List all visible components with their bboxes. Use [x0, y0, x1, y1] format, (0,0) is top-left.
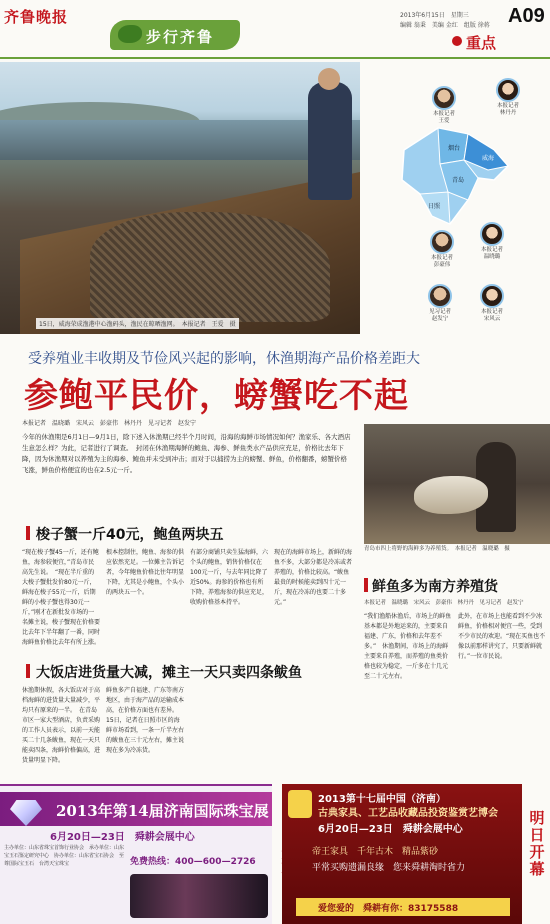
section-dot-icon	[452, 36, 462, 46]
story-subhead: 受养殖业丰收期及节俭风兴起的影响，休渔期海产品价格差距大	[28, 351, 420, 367]
masthead	[0, 0, 550, 58]
body-column: “我们渔船休渔后，市场上的鲜鱼基本都是外地运来的，主要来自福建、广东，价格和去年差不多。” 休渔期间，市场上的海鲜主要来自养殖，而养殖的鱼类价格也较为稳定，一斤多在十几元至二十元左右。	[364, 613, 452, 680]
shandong-map	[398, 120, 510, 230]
story-headline: 参鲍平民价，螃蟹吃不起	[24, 376, 409, 416]
ad-organizers: 主办单位：山东省珠宝首饰行业协会 承办单位：山东宝玉石鉴定研究中心 协办单位：山东省宝石协会 至尊国际宝玉石 台湾天宝珠宝	[4, 845, 125, 867]
reporter-map-panel	[362, 62, 550, 342]
story-byline: 本报记者 温晓璐 宋风云 彭豪伟 林丹丹 见习记者 赵发宁	[22, 420, 197, 427]
reporter-card	[488, 78, 528, 117]
reporter-photo	[430, 230, 454, 254]
body-column: 有部分商铺只卖生猛海鲜，六个头的鲍鱼，销售价格仅在100元一斤，与去年同比降了近50%。海参的价格也有所下降，养殖海参的供应充足，收购价格基本持平。	[190, 549, 269, 606]
map-label-rizhao: 日照	[428, 203, 441, 210]
section-tag: 重点	[466, 34, 497, 52]
jewelry-photo	[130, 874, 268, 918]
ad-highlights: 帝王家具 千年古木 精品紫砂	[312, 847, 439, 857]
reporter-name: 林丹丹	[499, 110, 517, 116]
ad-hotline: 免费热线：400—600—2726	[130, 857, 256, 867]
reporter-role: 本报记者	[496, 103, 519, 109]
reporter-photo	[432, 86, 456, 110]
reporter-card	[472, 284, 512, 323]
fisherman-shape	[308, 82, 352, 200]
body-column: 鲜鱼多产自福建、广东等南方地区，由于海产品的运输成本高，在价格方面也有差异。 15日，记者在日照市区的海鲜市场看到，一条一斤半左右的鲅鱼在三十元左右，摊主说现在多为冷冻货。	[106, 687, 185, 754]
body-column: 根本控制住，鲍鱼、海参的供应依然充足。一位摊主告诉记者，今年鲍鱼价格比往年明显下降，尤其是小鲍鱼，个头小的两块五一个。	[106, 549, 185, 596]
map-label-yantai: 烟台	[448, 145, 461, 152]
seal-icon	[288, 790, 312, 818]
masthead-rule	[0, 57, 550, 59]
fish-shape	[414, 476, 488, 514]
hero-photo	[0, 62, 360, 334]
fisherman-head-shape	[318, 68, 340, 90]
reporter-name: 宋风云	[483, 316, 501, 322]
reporter-photo	[428, 284, 452, 308]
ad-title: 2013年第14届济南国际珠宝展	[56, 802, 269, 820]
reporter-role: 本报记者	[480, 247, 503, 253]
reporter-role: 本报记者	[432, 111, 455, 117]
ad-dates: 6月20日—23日 舜耕会展中心	[318, 824, 463, 835]
reporter-card	[472, 222, 512, 261]
section-head-restaurant: 大饭店进货量大减，摊主一天只卖四条鲅鱼	[36, 665, 302, 681]
ad-slogan: 平常买购遗漏良缘 您来舜耕淘时省力	[312, 863, 466, 873]
ad-dates: 6月20日—23日 舜耕会展中心	[50, 832, 195, 843]
nets-shape	[90, 212, 330, 322]
reporter-card	[424, 86, 464, 125]
ad-banner	[0, 792, 272, 826]
reporter-card	[420, 284, 460, 323]
hero-caption: 15日，威海荣成渔港中心渔码头，渔民在晾晒渔网。 本报记者 王爱 摄	[36, 318, 239, 329]
opening-tag: 明日开幕	[529, 809, 545, 878]
page-number: A09	[508, 5, 545, 27]
body-column: 休渔期休假，各大饭店对于高档海鲜的进货量大量减少，平均只有原来的一半。 在青岛市区一家大型酒店，负责采购的工作人员表示，以前一天能买二十几条鲅鱼，现在一天只能卖四条，海鲜价格偏高，进货量明显下降。	[22, 687, 101, 764]
body-column: “现在梭子蟹45一斤，还有鲍鱼，海参较便宜，”青岛市民高先生说。 “现在半斤重的大梭子蟹批发价80元一斤，鲜海在梭子55元一斤，后期鲜的小梭子蟹也得30元一斤，”刚才在新批发市场的一名摊主说，梭子蟹现在价格要比去年下半年翻了一番，同时海鲜鱼价格比去年有所上涨。	[22, 549, 101, 646]
reporter-photo	[480, 284, 504, 308]
fish-photo-caption: 青岛市四上将野的海鲜多为养殖货。 本报记者 温晓璐 摄	[364, 546, 510, 552]
reporter-photo	[480, 222, 504, 246]
shandong-map-icon	[118, 25, 142, 43]
reporter-name: 王爱	[438, 118, 450, 124]
map-label-weihai: 威海	[482, 155, 495, 162]
channel-banner	[110, 20, 240, 50]
reporter-name: 温晓璐	[483, 254, 501, 260]
reporter-photo	[496, 78, 520, 102]
section-marker	[26, 526, 30, 540]
diamond-icon	[10, 800, 42, 826]
story-lede: 今年的休渔期是6月1日—9月1日，除下述入休渔期已经半个月时间，沿海的海鲜市场情况如何？渔家乐、各大酒店生意怎么样？为此，记者进行了调查。 封闭在休渔期海鲜的鲍鱼、海参、鲜鱼类水产品供应充足，价格比去年下降，因为休渔期对以养殖为主的海参、鲍鱼并未受到冲击；而对于以捕捞为主的螃蟹、鲜鱼，价格翻番，螃蟹价格飞涨，鲜鱼价格便宜的也在2.5元一斤。	[22, 433, 351, 474]
antique-expo-ad[interactable]	[282, 784, 522, 924]
reporter-card	[422, 230, 462, 269]
ad-title-line1: 2013第十七届中国（济南）	[318, 794, 446, 805]
reporter-name: 彭豪伟	[433, 262, 451, 268]
reporter-role: 见习记者	[428, 309, 451, 315]
ad-hotline: 爱您爱的 舜耕有你：83175588	[296, 898, 510, 916]
section-head-fish: 鲜鱼多为南方养殖货	[372, 579, 498, 595]
section-marker	[26, 664, 30, 678]
reporter-role: 本报记者	[480, 309, 503, 315]
section-head-crab: 梭子蟹一斤40元，鲍鱼两块五	[36, 527, 224, 543]
body-column: 现在的海鲜市场上，新鲜的海鱼不多，大部分都是冷冻或者养殖的，价格比较高。“鲅鱼最贵的时候能卖到四十元一斤，现在冷冻的也要二十多元。”	[274, 549, 353, 606]
newspaper-brand: 齐鲁晚报	[4, 8, 69, 26]
fish-byline: 本报记者 温晓璐 宋风云 彭豪伟 林丹丹 见习记者 赵发宁	[364, 600, 524, 606]
ad-title-line2: 古典家具、工艺品收藏品投资鉴赏艺博会	[318, 808, 498, 819]
map-label-qingdao: 青岛	[452, 177, 465, 184]
body-column: 此外，在市场上也能看到不少冰鲜鱼，价格相对便宜一些，受到不少市民的欢迎。“现在买鱼也不像以前那样讲究了，只要新鲜就行。”一位市民说。	[458, 613, 546, 660]
date-line: 2013年6月15日 星期三	[400, 12, 469, 19]
editors-line: 编辑 翁秉 美编 金红 组版 徐蒋	[400, 22, 490, 29]
channel-title: 步行齐鲁	[146, 28, 215, 46]
fish-vendor-photo	[364, 424, 550, 544]
sea-shape	[0, 120, 360, 160]
section-marker	[364, 578, 368, 592]
reporter-role: 本报记者	[430, 255, 453, 261]
reporter-name: 赵发宁	[431, 316, 449, 322]
jewelry-expo-ad[interactable]	[0, 784, 272, 924]
